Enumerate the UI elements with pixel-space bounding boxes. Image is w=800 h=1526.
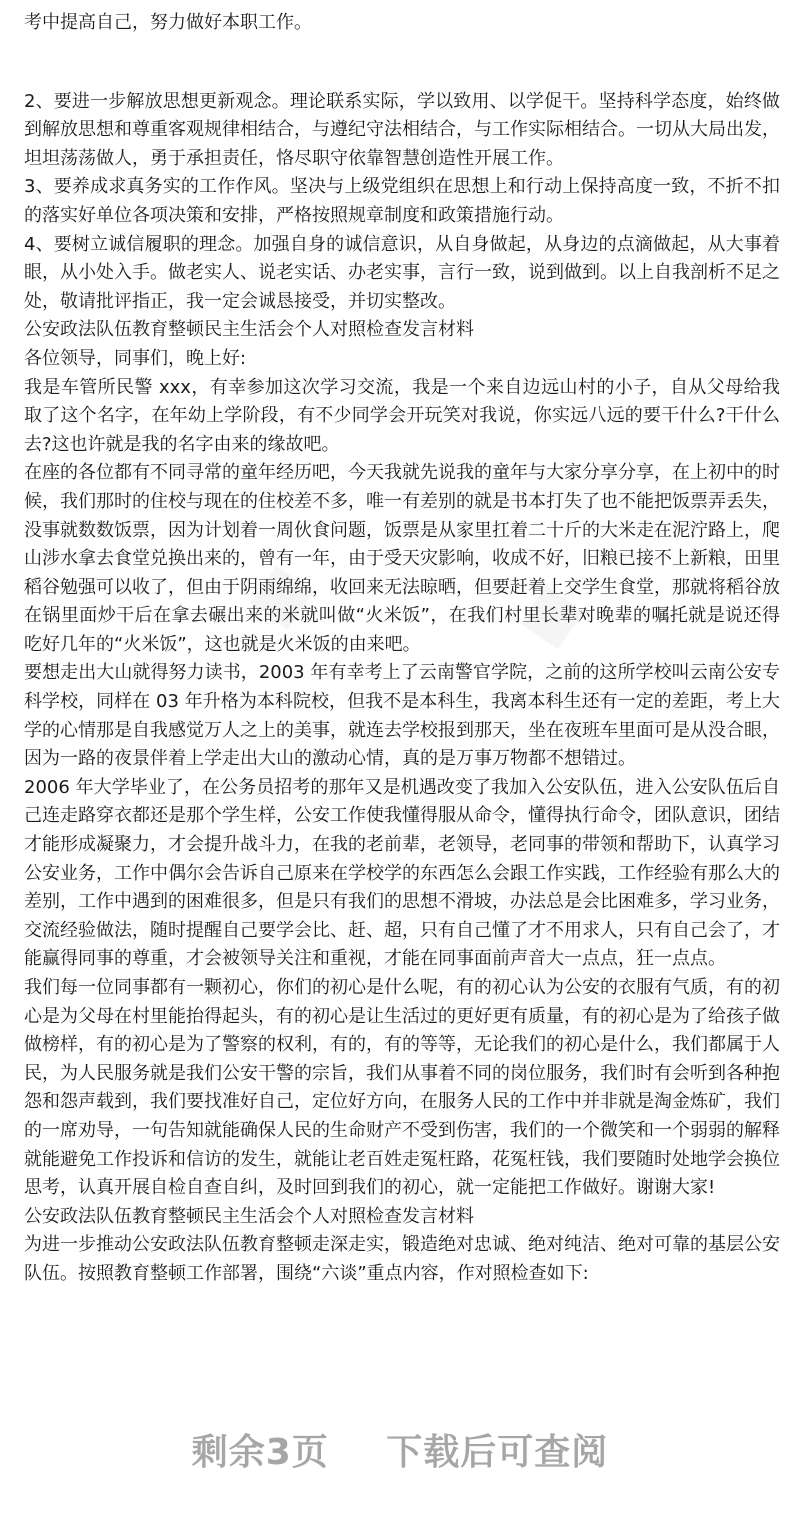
spacer xyxy=(24,38,780,88)
paragraph: 我们每一位同事都有一颗初心，你们的初心是什么呢，有的初心认为公安的衣服有气质，有的初心是为父母在村里能抬得起头，有的初心是让生活过的更好更有质量，有的初心是为了给孩子做做榜样，有的初心是为了警察的权利，有的，有的等等，无论我们的初心是什么，我们都属于人民，为人民服务就是我们公安干警的宗旨，我们从事着不同的岗位服务，我们时有会听到各种抱怨和怨声载到，我们要找准好自己，定位好方向，在服务人民的工作中并非就是淘金炼矿，我们的一席劝导，一句告知就能确保人民的生命财产不受到伤害，我们的一个微笑和一个弱弱的解释就能避免工作投诉和信访的发生，就能让老百姓走冤枉路，花冤枉钱，我们要随时处地学会换位思考，认真开展自检自查自纠，及时回到我们的初心，就一定能把工作做好。谢谢大家! xyxy=(24,977,780,1199)
download-prompt[interactable] xyxy=(0,1424,800,1475)
remaining-pages-label: 剩余3页 xyxy=(191,1432,329,1473)
section-title: 公安政法队伍教育整顿民主生活会个人对照检查发言材料 xyxy=(24,1205,474,1227)
paragraph: 要想走出大山就得努力读书，2003 年有幸考上了云南警官学院，之前的这所学校叫云南公安专科学校，同样在 03 年升格为本科院校，但我不是本科生，我离本科生还有一定的差距，考上大学的心情那是自我感觉万人之上的美事，就连去学校报到那天，坐在夜班车里面可是从没合眼，因为一路的夜景伴着上学走出大山的激动心情，真的是万事万物都不想错过。 xyxy=(24,662,780,770)
section-title: 公安政法队伍教育整顿民主生活会个人对照检查发言材料 xyxy=(24,319,474,341)
paragraph-point-2: 2、要进一步解放思想更新观念。理论联系实际，学以致用、以学促干。坚持科学态度，始终做到解放思想和尊重客观规律相结合，与遵纪守法相结合，与工作实际相结合。一切从大局出发，坦坦荡荡做人，勇于承担责任，恪尽职守依靠智慧创造性开展工作。 xyxy=(24,90,780,169)
paragraph-point-4: 4、要树立诚信履职的理念。加强自身的诚信意识，从自身做起，从身边的点滴做起，从大事着眼，从小处入手。做老实人、说老实话、办老实事，言行一致，说到做到。以上自我剖析不足之处，敬请批评指正，我一定会诚恳接受，并切实整改。 xyxy=(24,233,780,312)
greeting: 各位领导，同事们，晚上好: xyxy=(24,347,247,369)
document-body xyxy=(24,9,780,1289)
download-hint-label: 下载后可查阅 xyxy=(386,1432,609,1473)
paragraph-point-3: 3、要养成求真务实的工作作风。坚决与上级党组织在思想上和行动上保持高度一致，不折不扣的落实好单位各项决策和安排，严格按照规章制度和政策措施行动。 xyxy=(24,176,780,226)
paragraph: 为进一步推动公安政法队伍教育整顿走深走实，锻造绝对忠诚、绝对纯洁、绝对可靠的基层公安队伍。按照教育整顿工作部署，围绕“六谈”重点内容，作对照检查如下: xyxy=(24,1234,780,1284)
paragraph: 我是车管所民警 xxx，有幸参加这次学习交流，我是一个来自边远山村的小子，自从父母给我取了这个名字，在年幼上学阶段，有不少同学会开玩笑对我说，你实远八远的要干什么?干什么去?这也许就是我的名字由来的缘故吧。 xyxy=(24,376,780,455)
paragraph: 在座的各位都有不同寻常的童年经历吧，今天我就先说我的童年与大家分享分享，在上初中的时候，我们那时的住校与现在的住校差不多，唯一有差别的就是书本打失了也不能把饭票弄丢失，没事就数数饭票，因为计划着一周伙食问题，饭票是从家里扛着二十斤的大米走在泥泞路上，爬山涉水拿去食堂兑换出来的，曾有一年，由于受天灾影响，收成不好，旧粮已接不上新粮，田里稻谷勉强可以收了，但由于阴雨绵绵，收回来无法晾晒，但要赶着上交学生食堂，那就将稻谷放在锅里面炒干后在拿去碾出来的米就叫做“火米饭”，在我们村里长辈对晚辈的嘱托就是说还得吃好几年的“火米饭”，这也就是火米饭的由来吧。 xyxy=(24,462,780,655)
paragraph: 考中提高自己，努力做好本职工作。 xyxy=(24,12,312,33)
paragraph: 2006 年大学毕业了，在公务员招考的那年又是机遇改变了我加入公安队伍，进入公安队伍后自己连走路穿衣都还是那个学生样，公安工作使我懂得服从命令，懂得执行命令，团队意识，团结才能形成凝聚力，才会提升战斗力，在我的老前辈，老领导，老同事的带领和帮助下，认真学习公安业务，工作中偶尔会告诉自己原来在学校学的东西怎么会跟工作实践，工作经验有那么大的差别，工作中遇到的困难很多，但是只有我们的思想不滑坡，办法总是会比困难多，学习业务，交流经验做法，随时提醒自己要学会比、赶、超，只有自己懂了才不用求人，只有自己会了，才能赢得同事的尊重，才会被领导关注和重视，才能在同事面前声音大一点点，狂一点点。 xyxy=(24,776,780,970)
